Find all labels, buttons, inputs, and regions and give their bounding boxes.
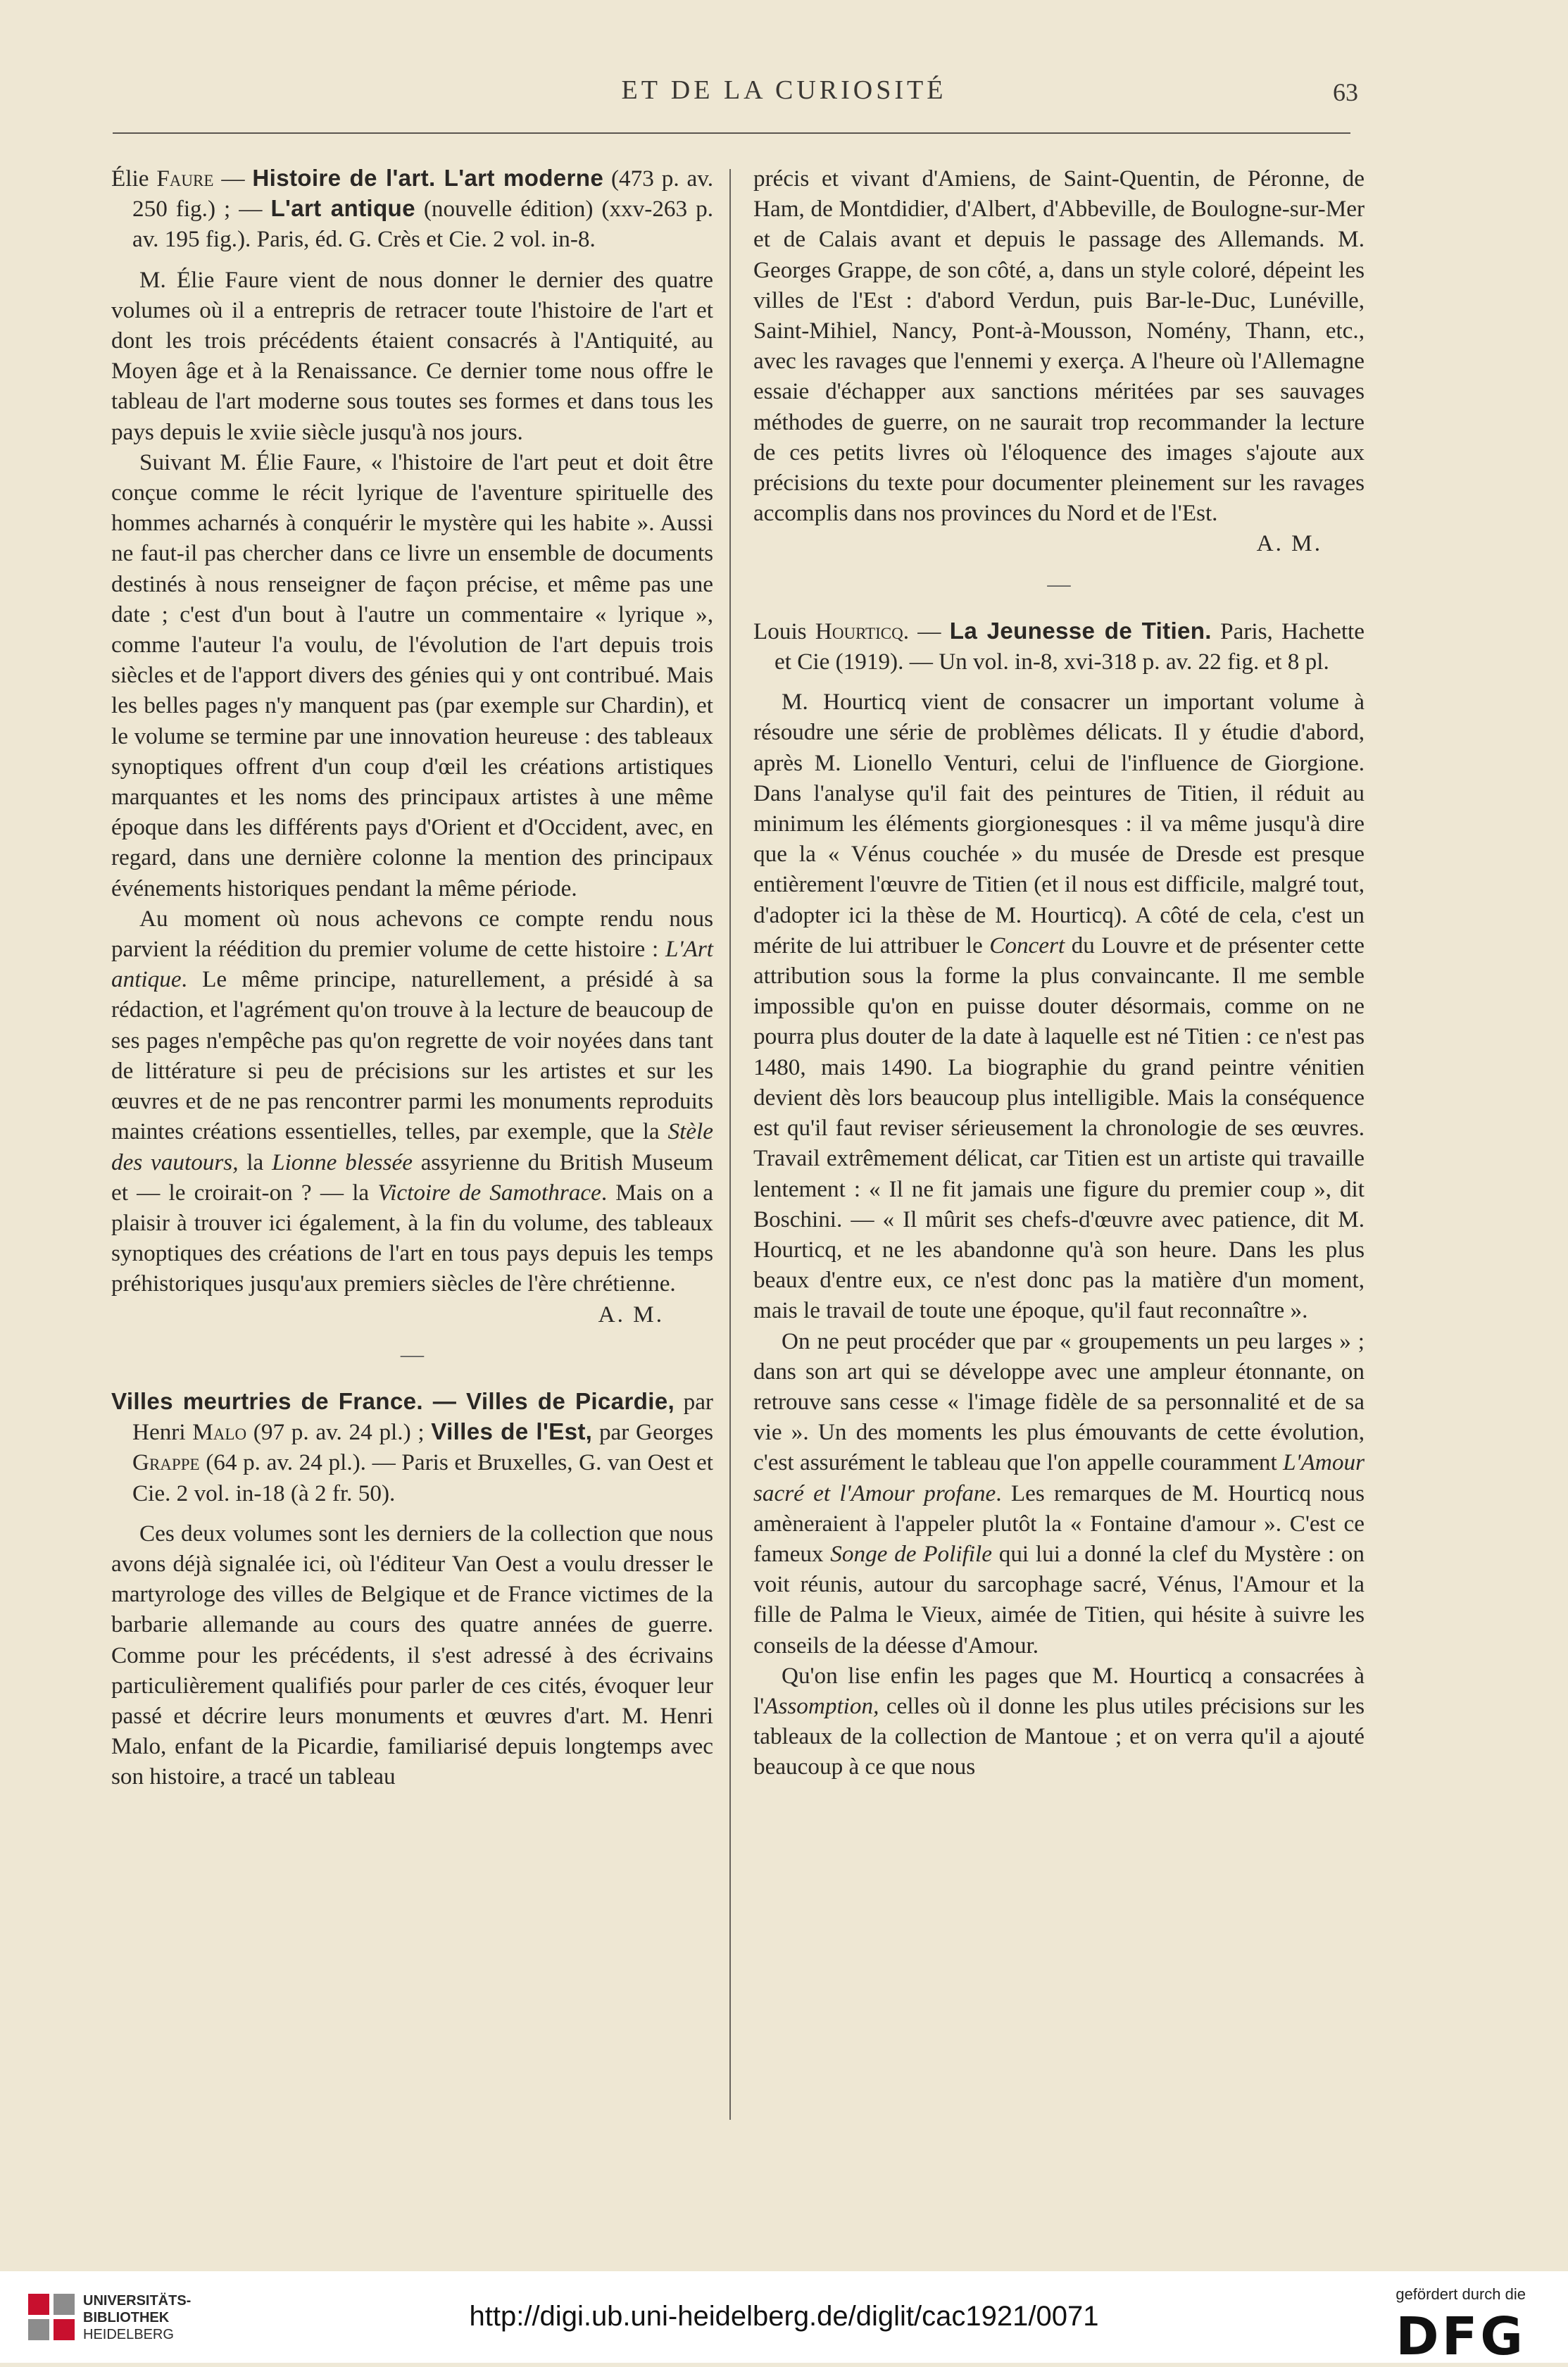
review-heading-hourticq	[753, 616, 1365, 677]
book-title: La Jeunesse de Titien.	[949, 618, 1212, 644]
author-surname: Grappe	[132, 1449, 200, 1476]
book-details: (nouvelle édition) (xxv-263 p. av. 195 fig.). Paris, éd. G. Crès et Cie. 2 vol. in-8.	[132, 196, 713, 253]
italic-title: Lionne blessée	[272, 1149, 413, 1175]
italic-title: Songe de Polifile	[830, 1540, 992, 1567]
book-details: (97 p. av. 24 pl.) ;	[246, 1419, 432, 1446]
italic-title: Concert	[989, 932, 1065, 958]
review-heading-faure: Élie Faure — Histoire de l'art. L'art moderne (473 p. av. 250 fig.) ; — L'art antique (nouvelle édition) (xxv-263 p. av. 195 fig.). Paris, éd. G. Crès et Cie. 2 vol. in-8.	[111, 165, 713, 253]
library-name-line: BIBLIOTHEK	[83, 2310, 170, 2325]
left-column	[111, 163, 713, 1792]
text-run: du Louvre et de présenter cette attribution sous la forme la plus convaincante. Il me semble impossible qu'on en puisse douter désormais, comme on ne pourra plus douter de la date à laquelle est né Titien : ce n'est pas 1480, mais 1490. La biographie du grand peintre vénitien devient dès lors beaucoup plus intelligible. Mais la conséquence est qu'il faut reviser sérieusement la chronologie de ses œuvres. Travail extrêmement délicat, car Titien est un artiste qui travaille lentement : « Il ne fit jamais une figure du premier coup », dit Boschini. — « Il mûrit ses chefs-d'œuvre avec patience, dit M. Hourticq, et ne les abandonne qu'à son heure. Dans les plus beaux d'entre eux, ce n'est donc pas la matière d'un moment, mais le travail de toute une époque, qu'il faut reconnaître ».	[753, 932, 1365, 1324]
author-first-name: Élie	[111, 165, 157, 192]
permalink-url[interactable]: http://digi.ub.uni-heidelberg.de/diglit/cac1921/0071	[469, 2301, 1099, 2332]
italic-title: Stèle des vautours,	[111, 1118, 713, 1175]
italic-title: Assomption,	[764, 1692, 879, 1719]
text-run: assyrienne du British Museum et — le croirait-on ? — la	[111, 1149, 713, 1206]
body-paragraph: Suivant M. Élie Faure, « l'histoire de l'art peut et doit être conçue comme le récit lyrique de l'aventure spirituelle des hommes acharnés à conquérir le mystère qui les habite ». Aussi ne faut-il pas chercher dans ce livre un ensemble de documents destinés à nous renseigner de façon précise, et même pas une date ; c'est d'un bout à l'autre un commentaire « lyrique », comme l'auteur l'a voulu, de l'évolution de l'art depuis trois siècles et de l'apport divers des génies qui y ont contribué. Mais les belles pages n'y manquent pas (par exemple sur Chardin), et le volume se termine par une innovation heureuse : des tableaux synoptiques offrent d'un coup d'œil les créations artistiques marquantes et les noms des principaux artistes à une même époque dans les différents pays d'Orient et d'Occident, avec, en regard, dans une dernière colonne la mention des principaux événements historiques pendant la même période.	[111, 449, 713, 901]
text-run: On ne peut procéder que par « groupements un peu larges » ; dans son art qui se développe avec une ampleur étonnante, on retrouve sans cesse « l'image fidèle de sa personnalité et de sa vie ». Un des moments les plus émouvants de cette évolution, c'est assurément le tableau que l'on appelle couramment	[753, 1328, 1365, 1476]
author-surname: Hourticq	[815, 618, 903, 644]
body-paragraph	[111, 904, 713, 1299]
dfg-logo: DFG	[1395, 2306, 1526, 2367]
right-column	[753, 163, 1365, 1782]
text-run: . Le même principe, naturellement, a présidé à sa rédaction, et l'agrément qu'on trouve à la lecture de beaucoup de ses pages n'empêche pas qu'on regrette de voir noyées dans tant de littérature si peu de précisions sur les artistes et sur les œuvres et de ne pas rencontrer parmi les monuments reproduits maintes créations essentielles, telles, par exemple, que la	[111, 966, 713, 1145]
book-title: Villes meurtries de France. — Villes de Picardie,	[111, 1388, 675, 1415]
author-surname: Malo	[192, 1419, 247, 1446]
author-first-name: Louis	[753, 618, 815, 644]
section-separator: —	[1047, 570, 1071, 597]
text-run: . Mais on a plaisir à trouver ici également, à la fin du volume, des tableaux synoptiques des créations de l'art en tous pays depuis les temps préhistoriques jusqu'aux premiers siècles de l'ère chrétienne.	[111, 1179, 713, 1297]
italic-title: Victoire de Samothrace	[377, 1179, 601, 1206]
text-run: Au moment où nous achevons ce compte rendu nous parvient la réédition du premier volume de cette histoire :	[111, 905, 713, 963]
text-run: M. Hourticq vient de consacrer un important volume à résoudre une série de problèmes délicats. Il y étudie d'abord, après M. Lionello Venturi, celui de l'influence de Giorgione. Dans l'analyse qu'il fait des peintures de Titien, il réduit au minimum les éléments giorgionesques : il va même jusqu'à dire que la « Vénus couchée » du musée de Dresde est presque entièrement l'œuvre de Titien (et il nous est difficile, malgré tout, d'adopter ici la thèse de M. Hourticq). A côté de cela, c'est un mérite de lui attribuer le	[753, 689, 1365, 958]
review-heading-villes	[111, 1387, 713, 1509]
body-paragraph	[753, 1661, 1365, 1782]
library-name-line: HEIDELBERG	[83, 2327, 174, 2342]
book-details: Paris, Hachette et Cie (1919). — Un vol. in-8, xvi-318 p. av. 22 fig. et 8 pl.	[774, 618, 1365, 675]
body-paragraph	[753, 1326, 1365, 1661]
section-separator: —	[400, 1341, 425, 1368]
italic-title: L'Art antique	[111, 936, 713, 993]
text-run: celles où il donne les plus utiles précisions sur les tableaux de la collection de Mantoue ; et on verra qu'il a ajouté beaucoup à ce que nous	[753, 1692, 1365, 1780]
book-details: (473 p. av. 250 fig.) ; —	[132, 165, 713, 223]
column-rule	[729, 169, 731, 2120]
body-paragraph	[753, 687, 1365, 1325]
book-title: L'art antique	[270, 196, 415, 223]
page-number: 63	[1333, 78, 1358, 106]
italic-title: L'Amour sacré et l'Amour profane	[753, 1449, 1365, 1506]
body-paragraph: précis et vivant d'Amiens, de Saint-Quentin, de Péronne, de Ham, de Montdidier, d'Albert, d'Abbeville, de Boulogne-sur-Mer et de Calais avant et depuis le passage des Allemands. M. Georges Grappe, de son côté, a, dans un style coloré, dépeint les villes de l'Est : d'abord Verdun, puis Bar-le-Duc, Lunéville, Saint-Mihiel, Nancy, Pont-à-Mousson, Nomény, Thann, etc., avec les ravages que l'ennemi y exerça. A l'heure où l'Allemagne essaie d'échapper aux sanctions méritées par ses sauvages méthodes de guerre, on ne saurait trop recommander la lecture de ces petits livres où l'éloquence des images s'ajoute aux précisions du texte pour documenter pleinement sur les ravages accomplis dans nos provinces du Nord et de l'Est.	[753, 165, 1365, 527]
signature: A. M.	[1256, 530, 1322, 557]
text-run: . Les remarques de M. Hourticq nous amèneraient à l'appeler plutôt la « Fontaine d'amour ». C'est ce fameux	[753, 1480, 1365, 1567]
text-run: par Henri	[132, 1388, 713, 1446]
header-rule	[113, 132, 1350, 134]
text-run: la	[238, 1149, 272, 1175]
book-title: Histoire de l'art. L'art moderne	[252, 165, 604, 192]
text-run: par Georges	[592, 1419, 714, 1446]
body-paragraph: M. Élie Faure vient de nous donner le dernier des quatre volumes où il a entrepris de retracer toute l'histoire de l'art et dont les trois précédents étaient consacrés à l'Antiquité, au Moyen âge et à la Renaissance. Ce dernier tome nous offre le tableau de l'art moderne sous toutes ses formes et dans tous les pays depuis le xviie siècle jusqu'à nos jours.	[111, 266, 713, 445]
digitization-footer	[0, 2271, 1568, 2367]
library-name-line: UNIVERSITÄTS-	[83, 2293, 192, 2309]
running-title: ET DE LA CURIOSITÉ	[621, 75, 947, 105]
book-details: (64 p. av. 24 pl.). — Paris et Bruxelles, G. van Oest et Cie. 2 vol. in-18 (à 2 fr. 50).	[132, 1449, 713, 1506]
author-surname: Faure	[156, 165, 214, 192]
text-run: qui lui a donné la clef du Mystère : on voit réunis, autour du sarcophage sacré, Vénus, l'Amour et la fille de Palma le Vieux, aimée de Titien, qui hésite à suivre les conseils de la déesse d'Amour.	[753, 1540, 1365, 1659]
funding-note: gefördert durch die	[1395, 2285, 1526, 2303]
text-run: Qu'on lise enfin les pages que M. Hourticq a consacrées à l'	[753, 1662, 1365, 1719]
text-run: . —	[903, 618, 950, 644]
book-title: Villes de l'Est,	[431, 1419, 593, 1446]
signature: A. M.	[598, 1301, 664, 1328]
body-paragraph: Ces deux volumes sont les derniers de la collection que nous avons déjà signalée ici, où l'éditeur Van Oest a voulu dresser le martyrologe des villes de Belgique et de France victimes de la barbarie allemande au cours des quatre années de guerre. Comme pour les précédents, il s'est adressé à des écrivains particulièrement qualifiés pour parler de ces cités, évoquer leur passé et décrire leurs monuments et œuvres d'art. M. Henri Malo, enfant de la Picardie, familiarisé depuis longtemps avec son histoire, a tracé un tableau	[111, 1520, 713, 1790]
